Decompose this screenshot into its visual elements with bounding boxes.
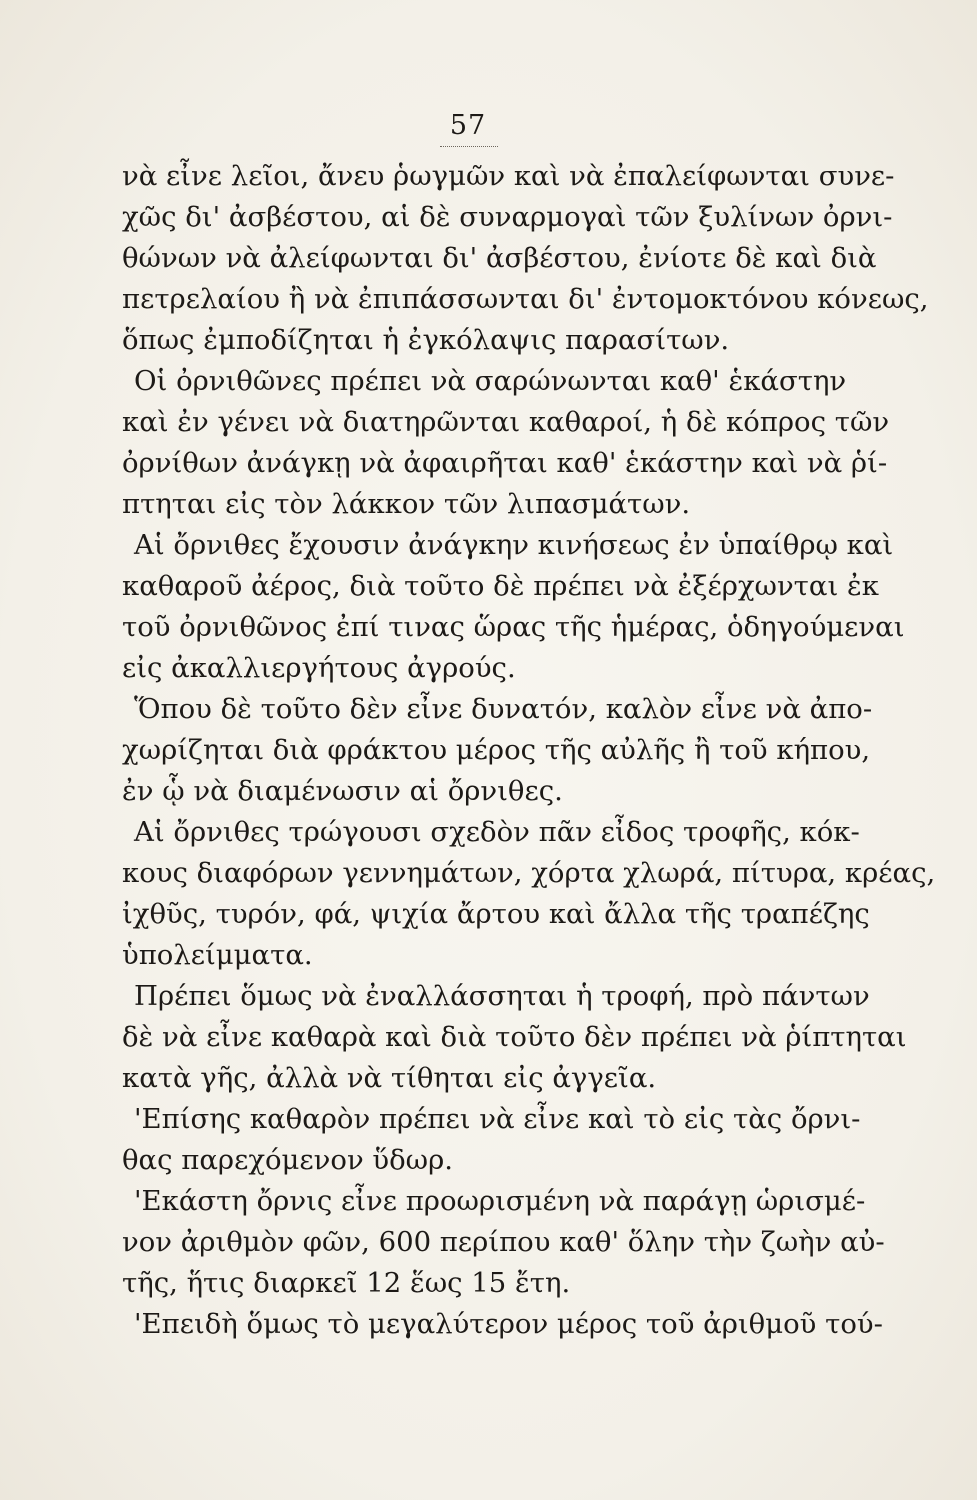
text-line: πετρελαίου ἢ νὰ ἐπιπάσσωνται δι' ἐντομοκτόνου κόνεως, [122,283,929,315]
text-line: ὅπως ἐμποδίζηται ἡ ἐγκόλαψις παρασίτων. [122,324,730,356]
text-line: θας παρεχόμενον ὕδωρ. [122,1144,454,1176]
text-line: νὰ εἶνε λεῖοι, ἄνευ ῥωγμῶν καὶ νὰ ἐπαλείφωνται συνε- [122,160,895,192]
text-line: Αἱ ὄρνιθες ἔχουσιν ἀνάγκην κινήσεως ἐν ὑπαίθρῳ καὶ [134,529,894,561]
text-line: Πρέπει ὅμως νὰ ἐναλλάσσηται ἡ τροφή, πρὸ πάντων [134,980,870,1012]
text-line: ὀρνίθων ἀνάγκῃ νὰ ἀφαιρῆται καθ' ἑκάστην καὶ νὰ ῥί- [122,447,888,479]
text-line: κατὰ γῆς, ἀλλὰ νὰ τίθηται εἰς ἀγγεῖα. [122,1062,657,1094]
text-line: Οἱ ὀρνιθῶνες πρέπει νὰ σαρώνωνται καθ' ἑκάστην [134,365,847,397]
text-line: κους διαφόρων γεννημάτων, χόρτα χλωρά, πίτυρα, κρέας, [122,857,936,889]
text-line: 'Επίσης καθαρὸν πρέπει νὰ εἶνε καὶ τὸ εἰς τὰς ὄρνι- [134,1103,861,1135]
text-line: τοῦ ὀρνιθῶνος ἐπί τινας ὥρας τῆς ἡμέρας, ὁδηγούμεναι [122,611,905,643]
text-line: ἰχθῦς, τυρόν, φά, ψιχία ἄρτου καὶ ἄλλα τῆς τραπέζης [122,898,870,930]
text-line: ἐν ᾧ νὰ διαμένωσιν αἱ ὄρνιθες. [122,775,563,807]
text-line: νον ἀριθμὸν φῶν, 600 περίπου καθ' ὅλην τὴν ζωὴν αὐ- [122,1226,885,1258]
text-line: 'Εκάστη ὄρνις εἶνε προωρισμένη νὰ παράγῃ ὡρισμέ- [134,1185,866,1217]
page-number-rule [440,146,498,147]
text-line: δὲ νὰ εἶνε καθαρὰ καὶ διὰ τοῦτο δὲν πρέπει νὰ ῥίπτηται [122,1021,907,1053]
text-line: καθαροῦ ἀέρος, διὰ τοῦτο δὲ πρέπει νὰ ἐξέρχωνται ἐκ [122,570,879,602]
text-line: πτηται εἰς τὸν λάκκον τῶν λιπασμάτων. [122,488,691,520]
text-line: τῆς, ἥτις διαρκεῖ 12 ἕως 15 ἔτη. [122,1267,571,1299]
text-line: καὶ ἐν γένει νὰ διατηρῶνται καθαροί, ἡ δὲ κόπρος τῶν [122,406,890,438]
text-line: χῶς δι' ἀσβέστου, αἱ δὲ συναρμογαὶ τῶν ξυλίνων ὀρνι- [122,201,893,233]
text-line: Ὅπου δὲ τοῦτο δὲν εἶνε δυνατόν, καλὸν εἶνε νὰ ἀπο- [134,693,873,725]
text-line: 'Επειδὴ ὅμως τὸ μεγαλύτερον μέρος τοῦ ἀριθμοῦ τού- [134,1308,883,1340]
text-line: ὑπολείμματα. [122,939,313,971]
text-line: Αἱ ὄρνιθες τρώγουσι σχεδὸν πᾶν εἶδος τροφῆς, κόκ- [134,816,860,848]
text-line: θώνων νὰ ἀλείφωνται δι' ἀσβέστου, ἐνίοτε δὲ καὶ διὰ [122,242,877,274]
body-text [122,156,936,1345]
page-number: 57 [449,110,487,141]
text-line: χωρίζηται διὰ φράκτου μέρος τῆς αὐλῆς ἢ τοῦ κήπου, [122,734,871,766]
text-line: εἰς ἀκαλλιεργήτους ἀγρούς. [122,652,516,684]
